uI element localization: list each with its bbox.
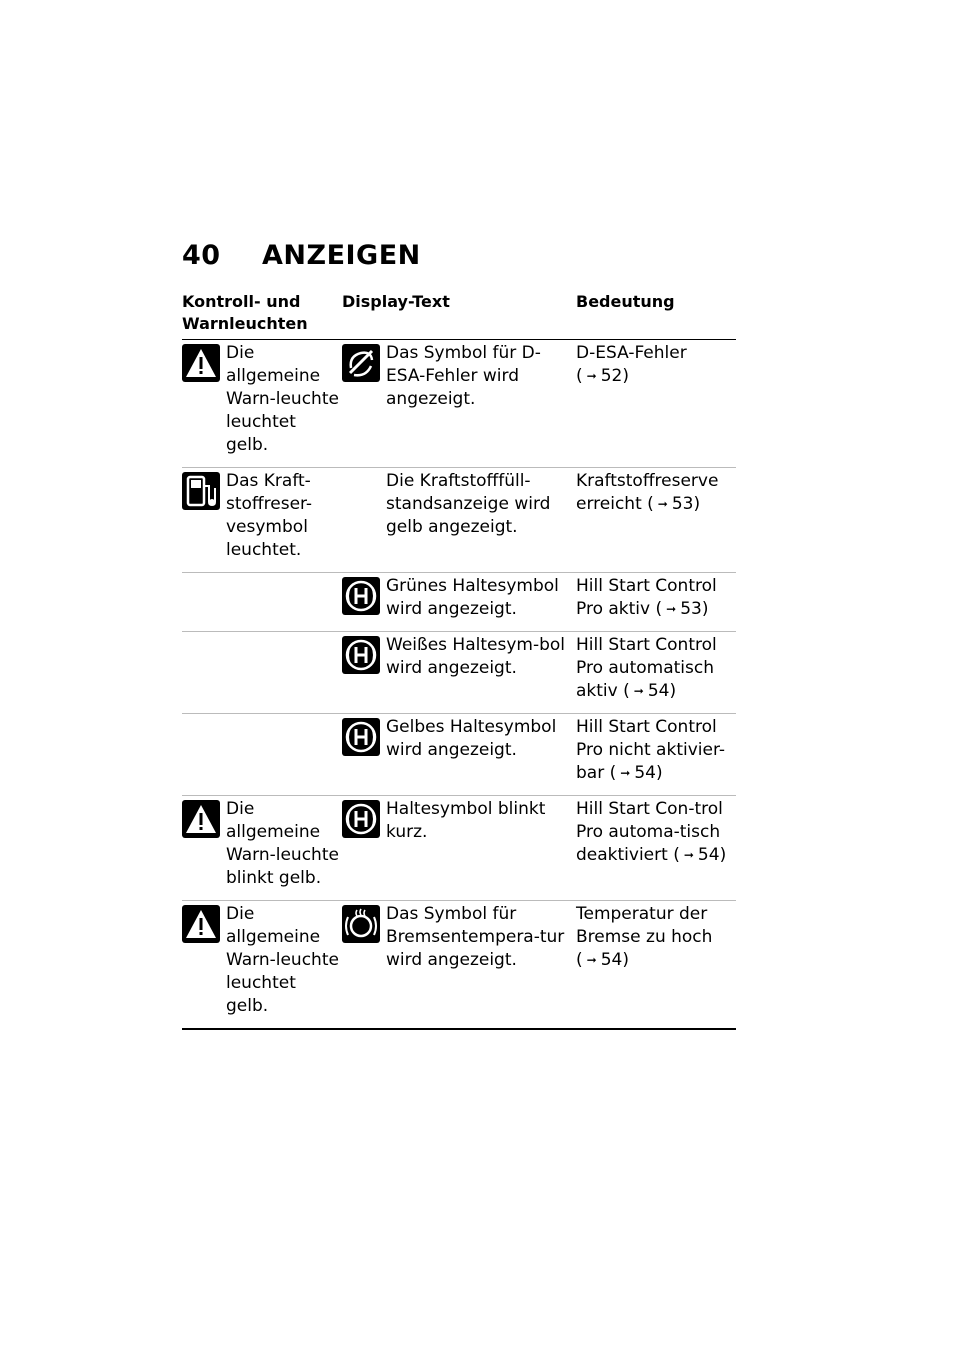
meaning-text: Hill Start Con-trol Pro automa-tisch deaktiviert (576, 799, 723, 865)
display-description: Das Symbol für D-ESA-Fehler wird angezeigt. (386, 343, 541, 409)
lamp-cell (182, 901, 342, 1030)
lamp-cell (182, 468, 342, 573)
hill-hold-icon (342, 718, 380, 756)
meaning-cell (576, 468, 736, 573)
page-reference-link[interactable]: ( ➞ 54) (623, 681, 677, 701)
page-reference-number: 54 (697, 845, 720, 865)
page-number: 40 (182, 240, 221, 271)
lamp-description: Das Kraft-stoffreser-vesymbol leuchtet. (226, 471, 313, 560)
page-reference-link[interactable]: ( ➞ 54) (673, 845, 727, 865)
column-header-display: Display-Text (342, 291, 576, 340)
display-cell (342, 901, 576, 1030)
display-description: Das Symbol für Bremsentempera-tur wird angezeigt. (386, 904, 565, 970)
arrow-right-icon: ➞ (683, 848, 694, 862)
warning-triangle-icon (182, 905, 220, 943)
display-cell (342, 573, 576, 632)
meaning-cell (576, 901, 736, 1030)
page-reference-link[interactable]: ( ➞ 54) (609, 763, 663, 783)
page-reference-number: 53 (680, 599, 702, 619)
arrow-right-icon: ➞ (657, 497, 668, 511)
warning-triangle-icon (182, 800, 220, 838)
display-description: Die Kraftstofffüll-standsanzeige wird gelb angezeigt. (386, 471, 551, 537)
page-reference-number: 54 (634, 763, 656, 783)
table-header-row (182, 291, 736, 340)
meaning-text: Hill Start Control Pro automatisch aktiv (576, 635, 717, 701)
arrow-right-icon: ➞ (666, 602, 677, 616)
lamp-description: Die allgemeine Warn-leuchte blinkt gelb. (226, 799, 339, 888)
table-row (182, 901, 736, 1030)
page-reference-link[interactable]: ( ➞ 53) (647, 494, 701, 514)
display-description: Haltesymbol blinkt kurz. (386, 799, 546, 842)
indicator-table (182, 291, 736, 1030)
display-description: Grünes Haltesymbol wird angezeigt. (386, 576, 559, 619)
lamp-cell (182, 714, 342, 796)
lamp-cell (182, 796, 342, 901)
meaning-text: Hill Start Control Pro nicht aktivier-bar (576, 717, 725, 783)
table-row (182, 573, 736, 632)
lamp-description: Die allgemeine Warn-leuchte leuchtet gelb. (226, 343, 339, 455)
page-title: ANZEIGEN (262, 240, 421, 271)
meaning-cell (576, 573, 736, 632)
column-header-meaning: Bedeutung (576, 291, 736, 340)
table-row (182, 796, 736, 901)
display-cell (342, 714, 576, 796)
lamp-cell (182, 340, 342, 468)
brake-temperature-icon (342, 905, 380, 943)
meaning-text: D-ESA-Fehler (576, 343, 687, 363)
column-header-lamps: Kontroll- und Warnleuchten (182, 291, 342, 340)
arrow-right-icon: ➞ (586, 369, 597, 383)
arrow-right-icon: ➞ (586, 953, 597, 967)
table-row (182, 340, 736, 468)
lamp-description: Die allgemeine Warn-leuchte leuchtet gelb. (226, 904, 339, 1016)
meaning-text: Kraftstoffreserve erreicht (576, 471, 719, 514)
hill-hold-icon (342, 800, 380, 838)
display-cell (342, 468, 576, 573)
display-description: Weißes Haltesym-bol wird angezeigt. (386, 635, 565, 678)
hill-hold-icon (342, 636, 380, 674)
display-cell (342, 796, 576, 901)
page-reference-link[interactable]: ( ➞ 53) (655, 599, 709, 619)
arrow-right-icon: ➞ (620, 766, 631, 780)
warning-triangle-icon (182, 344, 220, 382)
table-row (182, 468, 736, 573)
display-cell (342, 340, 576, 468)
display-cell (342, 632, 576, 714)
page-reference-link[interactable]: ( ➞ 52) (576, 366, 629, 386)
arrow-right-icon: ➞ (633, 684, 644, 698)
table-row (182, 632, 736, 714)
meaning-cell (576, 340, 736, 468)
page-reference-link[interactable]: ( ➞ 54) (576, 950, 629, 970)
table-row (182, 714, 736, 796)
meaning-text: Temperatur der Bremse zu hoch (576, 904, 713, 947)
page-reference-number: 54 (600, 950, 623, 970)
hill-hold-icon (342, 577, 380, 615)
page-header (182, 240, 421, 271)
fuel-pump-icon (182, 472, 220, 510)
lamp-cell (182, 632, 342, 714)
page-reference-number: 54 (647, 681, 670, 701)
desa-fault-icon (342, 344, 380, 382)
meaning-text: Hill Start Control Pro aktiv (576, 576, 717, 619)
page-reference-number: 52 (600, 366, 623, 386)
meaning-cell (576, 796, 736, 901)
page-reference-number: 53 (671, 494, 694, 514)
meaning-cell (576, 632, 736, 714)
display-description: Gelbes Haltesymbol wird angezeigt. (386, 717, 557, 760)
meaning-cell (576, 714, 736, 796)
lamp-cell (182, 573, 342, 632)
